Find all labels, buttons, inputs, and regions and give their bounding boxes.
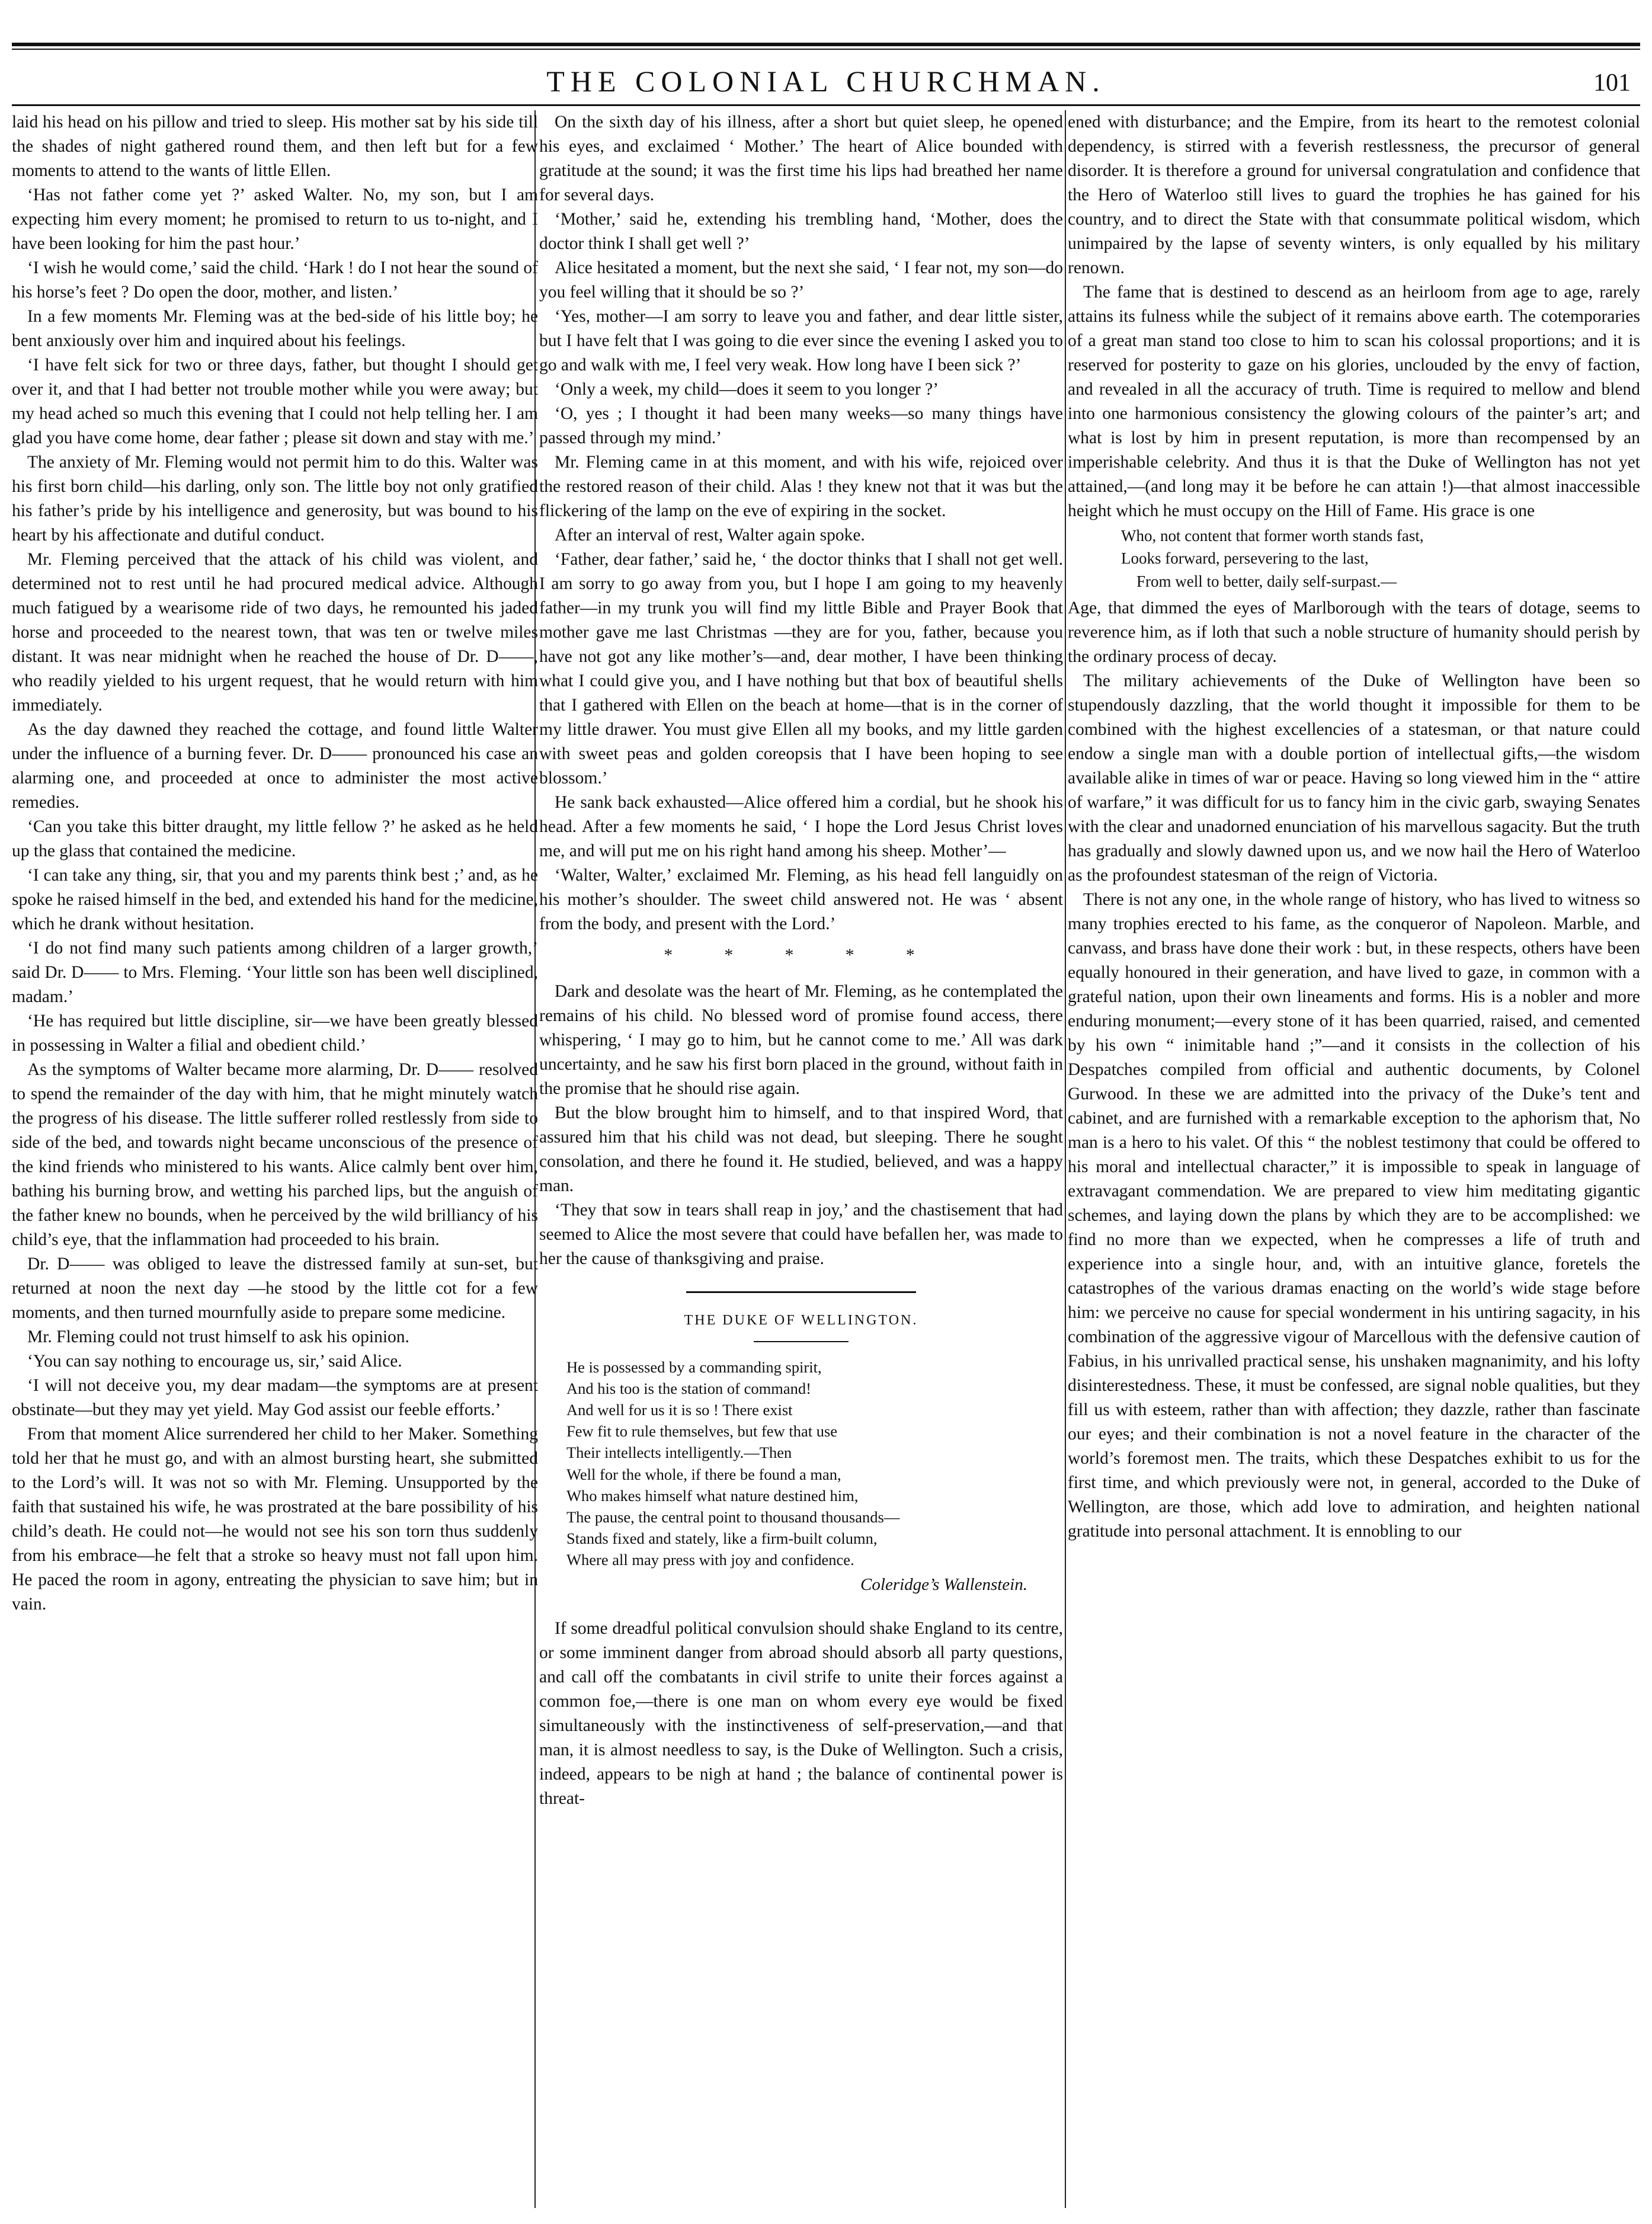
article-separator <box>686 1291 917 1293</box>
masthead-rule-thin <box>12 49 1640 50</box>
poem-line: Few fit to rule themselves, but few that use <box>566 1422 838 1441</box>
column-3 <box>1068 110 1640 2208</box>
paragraph: ‘I wish he would come,’ said the child. ‘Hark ! do I not hear the sound of his horse’s feet ? Do open the door, mother, and listen.’ <box>12 258 538 302</box>
poem-line: The pause, the central point to thousand thousands— <box>566 1508 900 1526</box>
poem-line: Their intellects intelligently.—Then <box>566 1444 792 1462</box>
paragraph: Age, that dimmed the eyes of Marlborough with the tears of dotage, seems to reverence him, as if loth that such a noble structure of humanity should perish by the ordinary process of decay. <box>1068 598 1640 666</box>
verse-line: Who, not content that former worth stands fast, <box>1121 527 1424 545</box>
paragraph: Dark and desolate was the heart of Mr. Fleming, as he contemplated the remains of his child. No blessed word of promise found access, there whispering, ‘ I may go to him, but he cannot come to me.’ All was dark uncertainty, and he saw his first born placed in the ground, without faith in the promise that he should rise again. <box>539 982 1063 1098</box>
poem-line: Stands fixed and stately, like a firm-built column, <box>566 1529 878 1547</box>
poem-line: He is possessed by a commanding spirit, <box>566 1358 822 1377</box>
section-break-stars: * * * * * <box>664 946 939 965</box>
verse-line: Looks forward, persevering to the last, <box>1121 549 1369 568</box>
paragraph: Mr. Fleming came in at this moment, and with his wife, rejoiced over the restored reason of their child. Alas ! they knew not that it was but the flickering of the lamp on the eve of expiring in the socket. <box>539 453 1063 520</box>
masthead-rule-thick <box>12 43 1640 46</box>
paragraph: The military achievements of the Duke of Wellington have been so stupendously dazzling, that the world thought it impossible for them to be combined with the highest excellencies of a statesman, or that nature could endow a single man with a double portion of intellectual gifts,—the wisdom available alike in times of war or peace. Having so long viewed him in the “ attire of warfare,” it was difficult for us to fancy him in the civic garb, swaying Senates with the clear and unadorned enunciation of his marvellous sagacity. But the truth has gradually and slowly dawned upon us, and we now hail the Hero of Waterloo as the profoundest statesman of the reign of Victoria. <box>1068 671 1640 885</box>
paragraph: ‘They that sow in tears shall reap in joy,’ and the chastisement that had seemed to Alice the most severe that could have befallen her, was made to her the cause of thanksgiving and praise. <box>539 1201 1063 1268</box>
paragraph: He sank back exhausted—Alice offered him a cordial, but he shook his head. After a few moments he said, ‘ I hope the Lord Jesus Christ loves me, and will put me on his right hand among his sheep. Mother’— <box>539 793 1063 860</box>
paragraph: ‘Father, dear father,’ said he, ‘ the doctor thinks that I shall not get well. I am sorry to go away from you, but I hope I am going to my heavenly father—in my trunk you will find my little Bible and Prayer Book that mother gave me last Christmas —they are for you, father, because you have not got any like mother’s—and, dear mother, I have been thinking what I could give you, and I have nothing but that box of beautiful shells that I gathered with Ellen on the beach at home—that is in the corner of my little drawer. You must give Ellen all my books, and my little garden with sweet peas and golden coreopsis that I have been hoping to see blossom.’ <box>539 550 1063 788</box>
paragraph: ‘I have felt sick for two or three days, father, but thought I should get over it, and that I had better not trouble mother while you were away; but my head ached so much this evening that I could not help telling her. I am glad you have come home, dear father ; please sit down and stay with me.’ <box>12 356 538 447</box>
paragraph: The fame that is destined to descend as an heirloom from age to age, rarely attains its fulness while the subject of it remains above earth. The cotemporaries of a great man stand too close to him to scan his colossal proportions; and it is reserved for posterity to gaze on his glories, unclouded by the envy of faction, and revealed in all the accuracy of truth. Time is required to mellow and blend into one harmonious consistency the glowing colours of the painter’s art; and what is lost by him in present reputation, is more than recompensed by an imperishable celebrity. And thus it is that the Duke of Wellington has not yet attained,—(and long may it be before he can attain !)—that almost inaccessible height which he must occupy on the Hill of Fame. His grace is one <box>1068 283 1640 520</box>
poem-attribution: Coleridge’s Wallenstein. <box>860 1575 1027 1594</box>
column-1 <box>12 110 538 2208</box>
page-number: 101 <box>1593 69 1631 97</box>
paragraph: The anxiety of Mr. Fleming would not permit him to do this. Walter was his first born child—his darling, only son. The little boy not only gratified his father’s pride by his intelligence and generosity, but was bound to his heart by his affectionate and dutiful conduct. <box>12 453 538 545</box>
paragraph: laid his head on his pillow and tried to sleep. His mother sat by his side till the shades of night gathered round them, and then left but for a few moments to attend to the wants of little Ellen. <box>12 113 538 180</box>
article-title: THE DUKE OF WELLINGTON. <box>684 1313 918 1328</box>
paragraph: ‘Yes, mother—I am sorry to leave you and father, and dear little sister, but I have felt that I was going to die ever since the evening I asked you to go and walk with me, I feel very weak. How long have I been sick ?’ <box>539 307 1063 375</box>
paragraph: There is not any one, in the whole range of history, who has lived to witness so many trophies erected to his fame, as the conqueror of Napoleon. Marble, and canvass, and brass have done their work : but, in these respects, others have been equally honoured in their generation, and have lived to gaze, in common with a grateful nation, upon their own lineaments and forms. His is a nobler and more enduring monument;—every stone of it has been quarried, raised, and cemented by his own “ inimitable hand ;”—and it consists in the collection of his Despatches compiled from official and authentic documents, by Colonel Gurwood. In these we are admitted into the privacy of the Duke’s tent and cabinet, and are furnished with a remarkable exception to the aphorism that, No man is a hero to his valet. Of this “ the noblest testimony that could be offered to his moral and intellectual character,” it is impossible to speak in language of extravagant commendation. We are prepared to view him meditating gigantic schemes, and laying down the plans by which they are to be accomplished: we find no more than we expected, when he compresses a life of truth and experience into a single hour, and, with an intuitive glance, foretels the catastrophes of the various dramas enacting on the world’s wide stage before him: we perceive no cause for special wonderment in his untiring sagacity, in his combination of the aggressive vigour of Marcellous with the defensive caution of Fabius, in his unrivalled practical sense, his unshaken magnanimity, and his lofty disinterestedness. These, it must be confessed, are signal noble qualities, but they fill us with esteem, rather than with affection; they dazzle, rather than fascinate our eyes; and their combination is not a novel feature in the character of the world’s foremost men. The traits, which these Despatches exhibit to us for the first time, and which previously were not, in general, accorded to the Duke of Wellington, are those, which add love to admiration, and heighten national gratitude into personal attachment. It is ennobling to our <box>1068 889 1640 1541</box>
paragraph: But the blow brought him to himself, and to that inspired Word, that assured him that his child was not dead, but sleeping. There he sought consolation, and there he found it. He studied, believed, and was a happy man. <box>539 1103 1063 1195</box>
paragraph: Mr. Fleming perceived that the attack of his child was violent, and determined not to rest until he had procured medical advice. Although much fatigued by a wearisome ride of two days, he remounted his jaded horse and proceeded to the nearest town, that was ten or twelve miles distant. It was near midnight when he reached the house of Dr. D——, who readily yielded to his urgent request, that he would return with him immediately. <box>12 550 538 715</box>
poem-line: And his too is the station of command! <box>566 1380 811 1398</box>
paragraph: ‘Can you take this bitter draught, my little fellow ?’ he asked as he held up the glass that contained the medicine. <box>12 817 538 860</box>
paragraph: As the day dawned they reached the cottage, and found little Walter under the influence of a burning fever. Dr. D—— pronounced his case an alarming one, and proceeded at once to administer the most active remedies. <box>12 720 538 812</box>
paragraph: ‘You can say nothing to encourage us, sir,’ said Alice. <box>27 1352 402 1371</box>
paragraph: From that moment Alice surrendered her child to her Maker. Something told her that he must go, and with an almost bursting heart, she submitted to the Lord’s will. It was not so with Mr. Fleming. Unsupported by the faith that sustained his wife, he was prostrated at the bare possibility of his child’s death. He could not—he would not see his son torn thus suddenly from his embrace—he felt that a stroke so heavy must not fall upon him. He paced the room in agony, entreating the physician to save him; but in vain. <box>12 1425 538 1614</box>
column-2 <box>539 110 1063 2208</box>
paragraph: On the sixth day of his illness, after a short but quiet sleep, he opened his eyes, and exclaimed ‘ Mother.’ The heart of Alice bounded with gratitude at the sound; it was the first time his lips had breathed her name for several days. <box>539 113 1063 204</box>
paragraph: As the symptoms of Walter became more alarming, Dr. D—— resolved to spend the remainder of the day with him, that he might minutely watch the progress of his disease. The little sufferer rolled restlessly from side to side of the bed, and towards night became unconscious of the presence of the kind friends who ministered to his wants. Alice calmly bent over him, bathing his burning brow, and wetting his parched lips, but the anguish of the father knew no bounds, when he perceived by the wild brilliancy of his child’s eye, that the inflammation had proceeded to his brain. <box>12 1060 538 1249</box>
newspaper-title: THE COLONIAL CHURCHMAN. <box>546 65 1106 98</box>
paragraph: ‘He has required but little discipline, sir—we have been greatly blessed in possessing in Walter a filial and obedient child.’ <box>12 1012 538 1055</box>
paragraph: ‘Mother,’ said he, extending his trembling hand, ‘Mother, does the doctor think I shall get well ?’ <box>539 210 1063 253</box>
poem-line: Well for the whole, if there be found a man, <box>566 1465 841 1483</box>
paragraph: ened with disturbance; and the Empire, from its heart to the remotest colonial dependency, is stirred with a feverish restlessness, the precursor of general disorder. It is therefore a ground for universal congratulation and confidence that the Hero of Waterloo still lives to guard the trophies he has gained for his country, and to direct the State with that consummate political wisdom, which unimpaired by the lapse of seventy winters, is only equalled by his military renown. <box>1068 113 1640 277</box>
paragraph: ‘Walter, Walter,’ exclaimed Mr. Fleming, as his head fell languidly on his mother’s shoulder. The sweet child answered not. He was ‘ absent from the body, and present with the Lord.’ <box>539 866 1063 933</box>
paragraph: ‘I can take any thing, sir, that you and my parents think best ;’ and, as he spoke he raised himself in the bed, and extended his hand for the medicine, which he drank without hesitation. <box>12 866 538 933</box>
poem-line: And well for us it is so ! There exist <box>566 1401 793 1419</box>
paragraph: ‘I will not deceive you, my dear madam—the symptoms are at present obstinate—but they may yet yield. May God assist our feeble efforts.’ <box>12 1376 538 1419</box>
header-rule <box>12 104 1640 106</box>
poem-line: Who makes himself what nature destined him, <box>566 1486 859 1505</box>
paragraph: Dr. D—— was obliged to leave the distressed family at sun-set, but returned at noon the next day —he stood by the little cot for a few moments, and then turned mournfully aside to prepare some medicine. <box>12 1255 538 1322</box>
paragraph: ‘O, yes ; I thought it had been many weeks—so many things have passed through my mind.’ <box>539 404 1063 447</box>
poem-line: Where all may press with joy and confidence. <box>566 1550 854 1569</box>
paragraph: Alice hesitated a moment, but the next she said, ‘ I fear not, my son—do you feel willing that it should be so ?’ <box>539 258 1063 302</box>
epigraph-poem <box>566 1356 1063 1570</box>
paragraph: ‘I do not find many such patients among children of a larger growth,’ said Dr. D—— to Mrs. Fleming. ‘Your little son has been well disciplined, madam.’ <box>12 939 538 1006</box>
paragraph: ‘Has not father come yet ?’ asked Walter. No, my son, but I am expecting him every moment; he promised to return to us to-night, and I have been looking for him the past hour.’ <box>12 185 538 253</box>
verse-line: From well to better, daily self-surpast.— <box>1136 572 1397 590</box>
title-underline <box>754 1341 848 1342</box>
paragraph: In a few moments Mr. Fleming was at the bed-side of his little boy; he bent anxiously over him and inquired about his feelings. <box>12 307 538 350</box>
quoted-verse <box>1121 524 1640 593</box>
paragraph: If some dreadful political convulsion should shake England to its centre, or some imminent danger from abroad should absorb all party questions, and call off the combatants in civil strife to unite their forces against a common foe,—there is one man on whom every eye would be fixed simultaneously with the instinctiveness of self-preservation,—and that man, it is almost needless to say, is the Duke of Wellington. Such a crisis, indeed, appears to be nigh at hand ; the balance of continental power is threat- <box>539 1618 1063 1808</box>
column-divider <box>1065 110 1066 2208</box>
paragraph: Mr. Fleming could not trust himself to ask his opinion. <box>27 1327 409 1346</box>
paragraph: After an interval of rest, Walter again spoke. <box>555 526 865 545</box>
paragraph: ‘Only a week, my child—does it seem to you longer ?’ <box>555 380 939 399</box>
